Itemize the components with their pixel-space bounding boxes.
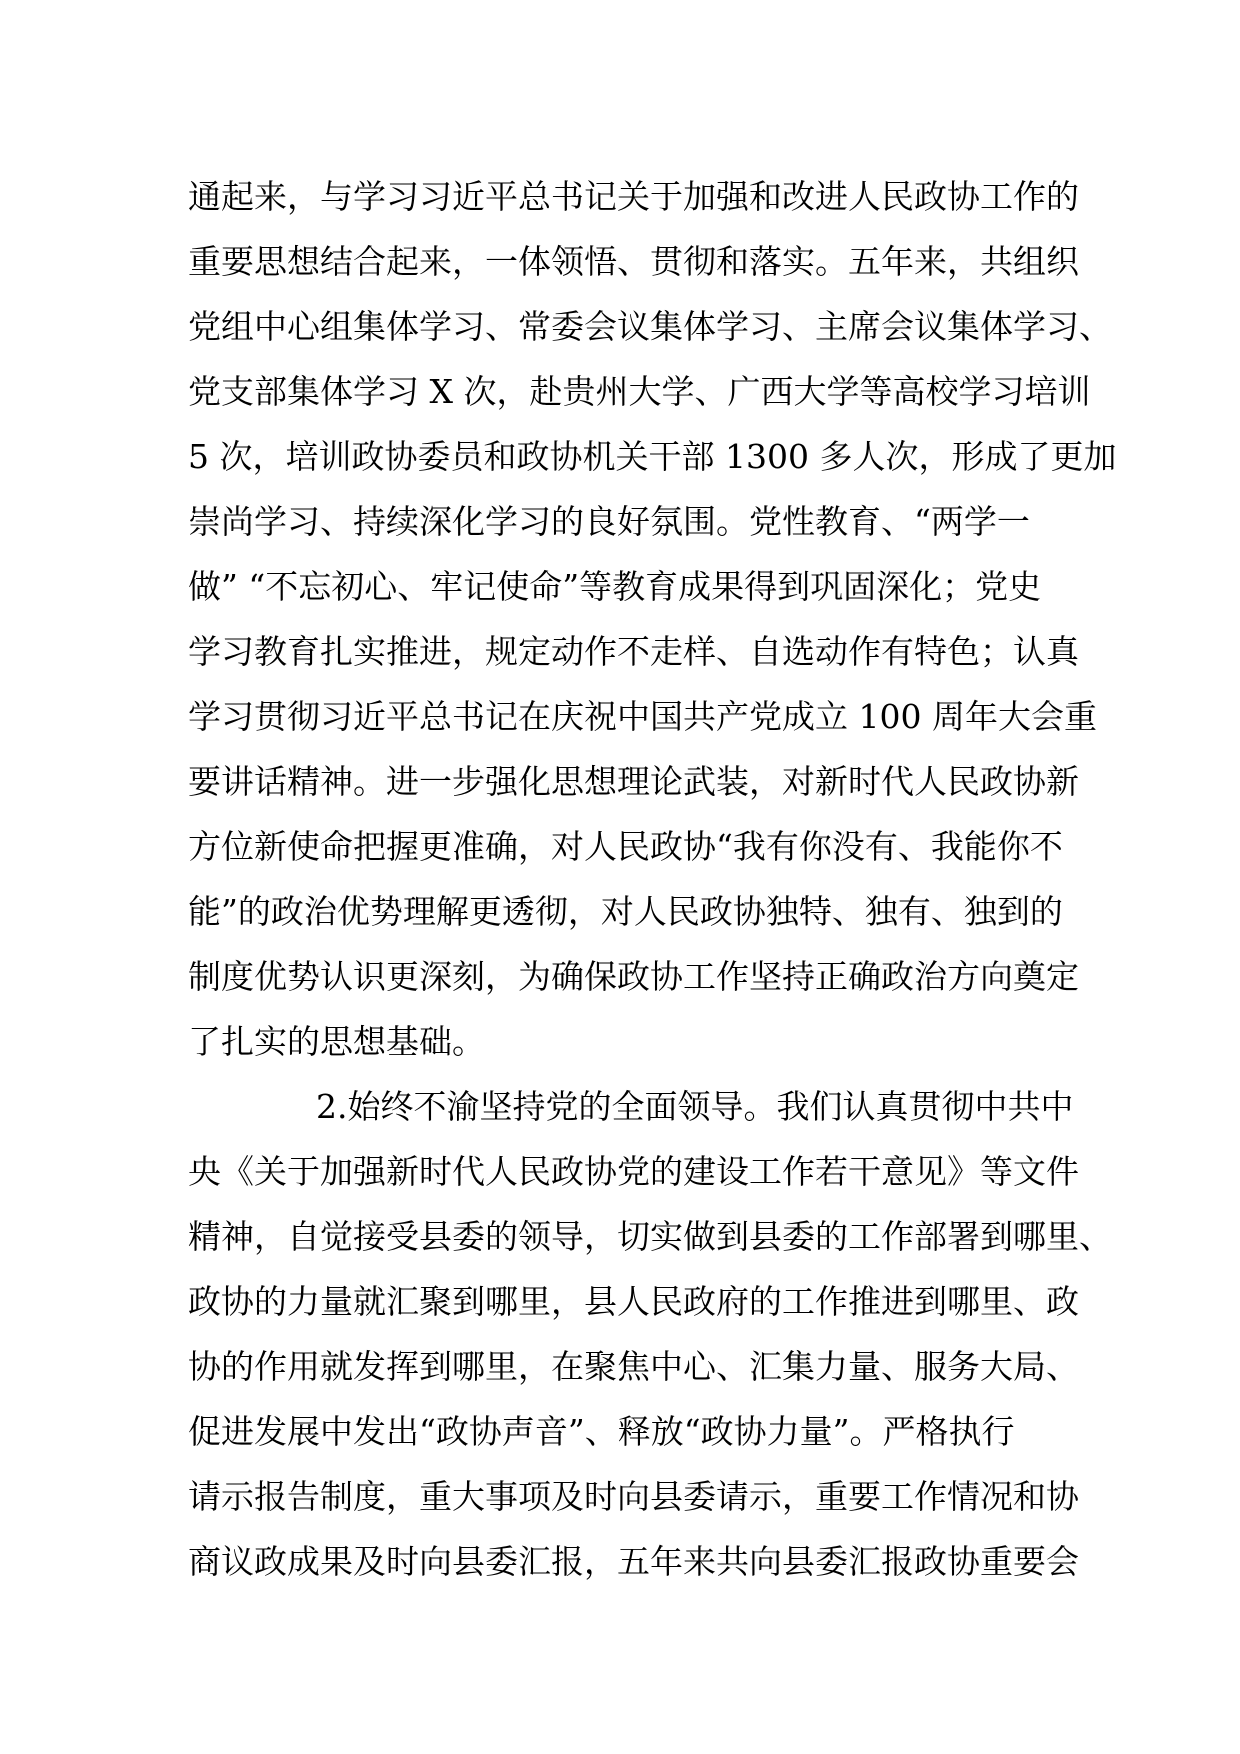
section-heading-line: 2.始终不渝坚持党的全面领导。我们认真贯彻中共中 [316,1087,1074,1126]
body-text [188,164,1117,1594]
text-line: 协的作用就发挥到哪里，在聚焦中心、汇集力量、服务大局、 [188,1347,1079,1386]
text-line: 制度优势认识更深刻，为确保政协工作坚持正确政治方向奠定 [188,957,1079,996]
text-line: 要讲话精神。进一步强化思想理论武装，对新时代人民政协新 [188,762,1079,801]
text-line: 学习教育扎实推进，规定动作不走样、自选动作有特色；认真 [188,632,1079,671]
text-line: 方位新使命把握更准确，对人民政协“我有你没有、我能你不 [188,827,1063,866]
text-line: 政协的力量就汇聚到哪里，县人民政府的工作推进到哪里、政 [188,1282,1079,1321]
text-line: 崇尚学习、持续深化学习的良好氛围。党性教育、“两学一 [188,502,1030,541]
text-line: 学习贯彻习近平总书记在庆祝中国共产党成立 100 周年大会重 [188,697,1097,736]
text-line: 促进发展中发出“政协声音”、释放“政协力量”。严格执行 [188,1412,1015,1451]
text-line: 精神，自觉接受县委的领导，切实做到县委的工作部署到哪里、 [188,1217,1112,1256]
text-line: 能”的政治优势理解更透彻，对人民政协独特、独有、独到的 [188,892,1063,931]
text-line: 党组中心组集体学习、常委会议集体学习、主席会议集体学习、 [188,307,1112,346]
text-line: 通起来，与学习习近平总书记关于加强和改进人民政协工作的 [188,177,1079,216]
text-line: 重要思想结合起来，一体领悟、贯彻和落实。五年来，共组织 [188,242,1079,281]
text-line: 央《关于加强新时代人民政协党的建设工作若干意见》等文件 [188,1152,1079,1191]
text-line: 党支部集体学习 X 次，赴贵州大学、广西大学等高校学习培训 [188,372,1091,411]
text-line: 请示报告制度，重大事项及时向县委请示，重要工作情况和协 [188,1477,1079,1516]
text-line: 做” “不忘初心、牢记使命”等教育成果得到巩固深化；党史 [188,567,1042,606]
text-line: 商议政成果及时向县委汇报，五年来共向县委汇报政协重要会 [188,1542,1079,1581]
text-line: 了扎实的思想基础。 [188,1022,485,1061]
text-line: 5 次，培训政协委员和政协机关干部 1300 多人次，形成了更加 [188,437,1117,476]
